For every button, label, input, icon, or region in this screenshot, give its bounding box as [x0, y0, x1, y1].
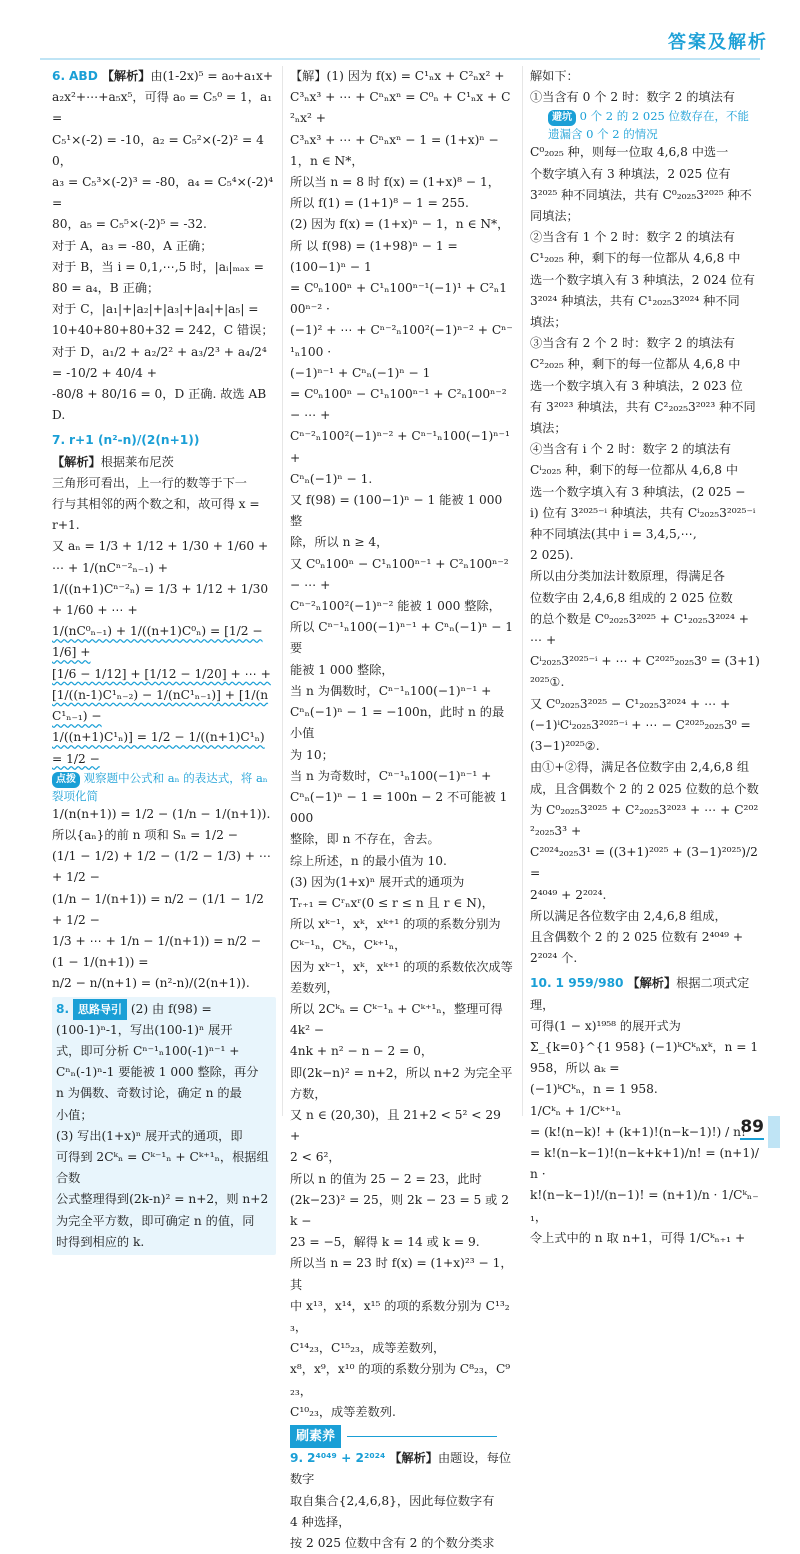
text-line: = C⁰ₙ100ⁿ + C¹ₙ100ⁿ⁻¹(−1)¹ + C²ₙ100ⁿ⁻² · — [290, 281, 507, 317]
question-number: 10. — [530, 976, 552, 991]
text-line: 1/((n+1)C¹ₙ)] = 1/2 − 1/((n+1)C¹ₙ) = 1/2 − — [52, 730, 265, 766]
text-line: 行与其相邻的两个数之和，故可得 x = — [52, 497, 260, 512]
text-line: 80 = a₄，B 正确； — [52, 281, 160, 296]
text-line: 中 x¹³，x¹⁴，x¹⁵ 的项的系数分别为 C¹³₂₃， — [290, 1298, 510, 1334]
text-line: 所以{aₙ}的前 n 项和 Sₙ = 1/2 − — [52, 827, 238, 842]
text-line: 小值； — [56, 1107, 93, 1122]
text-line: 方数， — [290, 1086, 327, 1101]
text-line: Cᵏ⁻¹ₙ，Cᵏₙ，Cᵏ⁺¹ₙ， — [290, 938, 407, 953]
text-line: Cⁿₙ(−1)ⁿ − 1 = −100n，此时 n 的最小值 — [290, 705, 505, 741]
question-number: 7. — [52, 433, 66, 448]
question-7 — [52, 430, 276, 994]
text-line: Cⁿₙ(−1)ⁿ − 1 = 100n − 2 不可能被 1 000 — [290, 789, 508, 826]
text-line: 选一个数字填入有 3 种填法，(2 025 − — [530, 484, 746, 499]
text-line: 位数字由 2,4,6,8 组成的 2 025 位数 — [530, 590, 733, 605]
text-line: 时得到相应的 k. — [56, 1234, 145, 1249]
text-line: C³ₙx³ + ⋯ + Cⁿₙxⁿ − 1 = (1+x)ⁿ − 1，n ∈ N*， — [290, 132, 499, 168]
text-line: 2²⁰²⁴ 个. — [530, 951, 578, 966]
text-line: (2) 因为 f(x) = (1+x)ⁿ − 1，n ∈ N*， — [290, 217, 510, 232]
text-line: 所以 xᵏ⁻¹，xᵏ，xᵏ⁺¹ 的项的系数分别为 — [290, 917, 501, 932]
header-divider — [40, 58, 760, 60]
text-line: ③当含有 2 个 2 时：数字 2 的填法有 — [530, 336, 735, 351]
text-line: C¹⁴₂₃，C¹⁵₂₃，成等差数列， — [290, 1341, 446, 1356]
question-9 — [290, 1448, 514, 1554]
pitfall-badge: 避坑 — [548, 110, 576, 126]
text-line: (1/n − 1/(n+1)) = n/2 − (1/1 − 1/2 + 1/2 − — [52, 891, 264, 927]
question-number: 9. — [290, 1451, 304, 1466]
text-line: (3−1)²⁰²⁵②. — [530, 739, 600, 754]
text-line: 可得(1 − x)¹⁹⁵⁸ 的展开式为 — [530, 1018, 681, 1033]
text-line: 取自集合{2,4,6,8}，因此每位数字有 — [290, 1493, 495, 1508]
text-line: 【解】(1) 因为 f(x) = C¹ₙx + C²ₙx² + — [290, 69, 505, 83]
text-line: 为 10； — [290, 747, 334, 762]
idea-badge: 思路导引 — [73, 999, 127, 1020]
text-line: 由题设，每位数字 — [290, 1451, 512, 1487]
text-line: a₃ = C₅³×(-2)³ = -80，a₄ = C₅⁴×(-2)⁴ = — [52, 175, 274, 211]
pitfall-text: 0 个 2 的 2 025 位数存在，不能遗漏含 0 个 2 的情况 — [548, 109, 749, 142]
text-line: C²₂₀₂₅ 种，剩下的每一位都从 4,6,8 中 — [530, 357, 741, 372]
text-line: k!(n−k−1)!/(n−1)! = (n+1)/n · 1/Cᵏₙ₋₁， — [530, 1188, 759, 1224]
tip-note — [52, 770, 276, 804]
text-line: 所以当 n = 23 时 f(x) = (1+x)²³ − 1，其 — [290, 1256, 513, 1292]
text-line: = (k!(n−k)! + (k+1)!(n−k−1)!) / n! — [530, 1124, 746, 1139]
tip-badge: 点拨 — [52, 772, 80, 788]
text-line: C⁰₂₀₂₅ 种，则每一位取 4,6,8 中选一 — [530, 145, 729, 160]
text-line: C²⁰²⁴₂₀₂₅3¹ = ((3+1)²⁰²⁵ + (3−1)²⁰²⁵)/2 = — [530, 845, 758, 881]
text-line: C¹₂₀₂₅ 种，剩下的每一位都从 4,6,8 中 — [530, 251, 741, 266]
text-line: 1/(nC⁰ₙ₋₁) + 1/((n+1)C⁰ₙ) = [1/2 − 1/6] + — [52, 624, 263, 660]
text-line: (100−1)ⁿ − 1 — [290, 259, 372, 274]
column-left — [52, 66, 276, 1255]
text-line: 对于 B，当 i = 0,1,⋯,5 时，|aᵢ|ₘₐₓ = — [52, 259, 264, 274]
text-line: 4nk + n² − n − 2 = 0， — [290, 1044, 434, 1059]
question-8-guide — [52, 997, 276, 1255]
text-line: 所以 2Cᵏₙ = Cᵏ⁻¹ₙ + Cᵏ⁺¹ₙ，整理可得 4k² − — [290, 1001, 503, 1038]
text-line: (−1)ⁿ⁻¹ + Cⁿₙ(−1)ⁿ − 1 — [290, 365, 431, 380]
text-line: 所 以 f(98) = (1+98)ⁿ − 1 = — [290, 238, 458, 253]
text-line: 可得到 2Cᵏₙ = Cᵏ⁻¹ₙ + Cᵏ⁺¹ₙ，根据组合数 — [56, 1149, 269, 1186]
text-line: 因为 xᵏ⁻¹，xᵏ，xᵏ⁺¹ 的项的系数依次成等 — [290, 959, 513, 974]
text-line: 所以由分类加法计数原理，得满足各 — [530, 569, 725, 584]
column-divider — [522, 66, 523, 1116]
question-6 — [52, 66, 276, 426]
text-line: (3) 写出(1+x)ⁿ 展开式的通项，即 — [56, 1128, 243, 1143]
question-number: 6. — [52, 69, 66, 83]
section-rule — [347, 1436, 497, 1437]
analysis-tag: 【解析】 — [52, 454, 101, 469]
text-line: 为完全平方数，即可确定 n 的值，同 — [56, 1213, 255, 1228]
text-line: 有 3²⁰²³ 种填法，共有 C²₂₀₂₅3²⁰²³ 种不同 — [530, 399, 756, 414]
text-line: 能被 1 000 整除， — [290, 662, 394, 677]
text-line: 令上式中的 n 取 n+1，可得 1/Cᵏₙ₊₁ + — [530, 1230, 746, 1245]
text-line: 由①+②得，满足各位数字由 2,4,6,8 组 — [530, 760, 750, 775]
text-line: 又 n ∈ (20,30)，且 21+2 < 5² < 29 + — [290, 1107, 501, 1144]
answer: 2⁴⁰⁴⁹ + 2²⁰²⁴ — [307, 1451, 386, 1466]
text-line: 除，所以 n ≥ 4， — [290, 535, 389, 550]
text-line: (2k−23)² = 25，则 2k − 23 = 5 或 2k − — [290, 1192, 509, 1228]
text-line: 又 C⁰ₙ100ⁿ − C¹ₙ100ⁿ⁻¹ + C²ₙ100ⁿ⁻² − ⋯ + — [290, 556, 509, 592]
text-line: 填法； — [530, 315, 567, 330]
text-line: x⁸，x⁹，x¹⁰ 的项的系数分别为 C⁸₂₃，C⁹₂₃， — [290, 1362, 511, 1398]
section-badge: 刷素养 — [290, 1425, 341, 1448]
text-line: (100-1)ⁿ-1，写出(100-1)ⁿ 展开 — [56, 1022, 233, 1037]
analysis-tag: 【解析】 — [389, 1451, 438, 1466]
text-line: n 为偶数、奇数讨论，确定 n 的最 — [56, 1086, 242, 1101]
text-line: 对于 A，a₃ = -80，A 正确； — [52, 238, 213, 253]
page-corner-mark — [768, 1116, 780, 1148]
text-line: 2 < 6²， — [290, 1150, 341, 1165]
text-line: a₂x²+⋯+a₅x⁵，可得 a₀ = C₅⁰ = 1，a₁ = — [52, 90, 273, 126]
text-line: 1/((n+1)Cⁿ⁻²ₙ) = 1/3 + 1/12 + 1/30 + 1/60 + ⋯ + — [52, 581, 269, 618]
text-line: 根据莱布尼茨 — [100, 454, 174, 469]
text-line: 2⁴⁰⁴⁹ + 2²⁰²⁴. — [530, 887, 607, 902]
text-line: -80/8 + 80/16 = 0，D 正确. 故选 ABD. — [52, 387, 267, 423]
text-line: Cⁱ₂₀₂₅ 种，剩下的每一位都从 4,6,8 中 — [530, 463, 739, 478]
text-line: 23 = −5，解得 k = 14 或 k = 9. — [290, 1235, 480, 1250]
text-line: Σ_{k=0}^{1 958} (−1)ᵏCᵏₙxᵏ，n = 1 958，所以 aₖ = — [530, 1039, 759, 1076]
text-line: 填法； — [530, 421, 567, 436]
text-line: 又 f(98) = (100−1)ⁿ − 1 能被 1 000 整 — [290, 493, 503, 529]
text-line: Cⁿₙ(−1)ⁿ − 1. — [290, 471, 373, 486]
text-line: 所以满足各位数字由 2,4,6,8 组成， — [530, 908, 727, 923]
text-line: 所以当 n = 8 时 f(x) = (1+x)⁸ − 1， — [290, 175, 500, 190]
text-line: n/2 − n/(n+1) = (n²-n)/(2(n+1)). — [52, 976, 250, 991]
answer: 1 959/980 — [555, 976, 624, 991]
text-line: [1/6 − 1/12] + [1/12 − 1/20] + ⋯ + — [52, 666, 271, 681]
text-line: 又 C⁰₂₀₂₅3²⁰²⁵ − C¹₂₀₂₅3²⁰²⁴ + ⋯ + — [530, 696, 731, 711]
text-line: (2) 由 f(98) = — [130, 1001, 212, 1016]
text-line: ④当含有 i 个 2 时：数字 2 的填法有 — [530, 442, 732, 457]
text-line: 且含偶数个 2 的 2 025 位数有 2⁴⁰⁴⁹ + — [530, 929, 744, 944]
text-line: 同填法； — [530, 209, 579, 224]
text-line: C¹⁰₂₃，成等差数列. — [290, 1404, 396, 1419]
text-line: = k!(n−k−1)!(n−k+k+1)/n! = (n+1)/n · — [530, 1145, 759, 1182]
text-line: 3²⁰²⁴ 种填法，共有 C¹₂₀₂₅3²⁰²⁴ 种不同 — [530, 293, 740, 308]
text-line: 整除，即 n 不存在，舍去。 — [290, 832, 440, 847]
answer: ABD — [69, 69, 98, 83]
text-line: ②当含有 1 个 2 时：数字 2 的填法有 — [530, 230, 735, 245]
text-line: Cⁿₙ(-1)ⁿ-1 要能被 1 000 整除，再分 — [56, 1065, 259, 1080]
text-line: 按 2 025 位数中含有 2 的个数分类求 — [290, 1536, 495, 1551]
section-header — [290, 1425, 514, 1448]
question-number: 8. — [56, 1001, 70, 1016]
question-8-solution — [290, 66, 514, 1423]
text-line: 个数字填入有 3 种填法，2 025 位有 — [530, 166, 731, 181]
text-line: C₅¹×(-2) = -10，a₂ = C₅²×(-2)² = 40， — [52, 132, 264, 168]
text-line: 式，即可分析 Cⁿ⁻¹ₙ100(-1)ⁿ⁻¹ + — [56, 1043, 240, 1058]
header-bar — [0, 0, 800, 62]
column-middle — [290, 66, 514, 1554]
text-line: 即(2k−n)² = n+2，所以 n+2 为完全平 — [290, 1065, 513, 1080]
text-line: = C⁰ₙ100ⁿ − C¹ₙ100ⁿ⁻¹ + C²ₙ100ⁿ⁻² − ⋯ + — [290, 387, 507, 423]
text-line: 三角形可看出，上一行的数等于下一 — [52, 475, 247, 490]
text-line: 的总个数是 C⁰₂₀₂₅3²⁰²⁵ + C¹₂₀₂₅3²⁰²⁴ + ⋯ + — [530, 611, 749, 648]
text-line: C³ₙx³ + ⋯ + Cⁿₙxⁿ = C⁰ₙ + C¹ₙx + C²ₙx² + — [290, 90, 511, 126]
text-line: (3) 因为(1+x)ⁿ 展开式的通项为 — [290, 874, 465, 889]
text-line: (−1)ⁱCⁱ₂₀₂₅3²⁰²⁵⁻ⁱ + ⋯ − C²⁰²⁵₂₀₂₅3⁰ = — [530, 717, 751, 732]
question-10 — [530, 973, 760, 1249]
page-header-title: 答案及解析 — [668, 32, 768, 53]
text-line: 选一个数字填入有 3 种填法，2 023 位 — [530, 378, 743, 393]
text-line: 又 aₙ = 1/3 + 1/12 + 1/30 + 1/60 + ⋯ + 1/(nCⁿ⁻²ₙ₋₁) + — [52, 539, 269, 575]
column-divider — [282, 66, 283, 1116]
text-line: 所以 Cⁿ⁻¹ₙ100(−1)ⁿ⁻¹ + Cⁿₙ(−1)ⁿ − 1 要 — [290, 620, 514, 656]
text-line: Cⁿ⁻²ₙ100²(−1)ⁿ⁻² + Cⁿ⁻¹ₙ100(−1)ⁿ⁻¹ + — [290, 429, 510, 465]
text-line: 根据二项式定理， — [530, 976, 750, 1012]
text-line: 由(1-2x)⁵ = a₀+a₁x+ — [150, 69, 274, 83]
text-line: r+1. — [52, 518, 80, 533]
text-line: 解如下： — [530, 69, 579, 83]
text-line: 种不同填法(其中 i = 3,4,5,⋯, — [530, 527, 697, 542]
answer: r+1 (n²-n)/(2(n+1)) — [69, 433, 200, 448]
text-line: (−1)ᵏCᵏₙ，n = 1 958. — [530, 1082, 658, 1097]
pitfall-note — [530, 108, 760, 142]
page-number: 89 — [740, 1117, 764, 1140]
text-line: 1/3 + ⋯ + 1/n − 1/(n+1)) = n/2 − (1 − 1/(n+1)) = — [52, 933, 262, 970]
text-line: 对于 C，|a₁|+|a₂|+|a₃|+|a₄|+|a₅| = — [52, 302, 259, 317]
text-line: 10+40+80+80+32 = 242，C 错误； — [52, 323, 274, 338]
text-line: 对于 D，a₁/2 + a₂/2² + a₃/2³ + a₄/2⁴ = -10/2 + 40/4 + — [52, 344, 267, 380]
text-line: 所以 f(1) = (1+1)⁸ − 1 = 255. — [290, 196, 469, 211]
text-line: [1/((n-1)C¹ₙ₋₂) − 1/(nC¹ₙ₋₁)] + [1/(nC¹ₙ₋₁) − — [52, 687, 269, 724]
text-line: 选一个数字填入有 3 种填法，2 024 位有 — [530, 272, 755, 287]
text-line: 当 n 为偶数时，Cⁿ⁻¹ₙ100(−1)ⁿ⁻¹ + — [290, 683, 492, 698]
text-line: 为 C⁰₂₀₂₅3²⁰²⁵ + C²₂₀₂₅3²⁰²³ + ⋯ + C²⁰²²₂₀₂₅3³ + — [530, 802, 759, 838]
text-line: 3²⁰²⁵ 种不同填法，共有 C⁰₂₀₂₅3²⁰²⁵ 种不 — [530, 187, 752, 202]
text-line: 2 025). — [530, 548, 574, 563]
text-line: 成，且含偶数个 2 的 2 025 位数的总个数 — [530, 781, 759, 796]
text-line: 80，a₅ = C₅⁵×(-2)⁵ = -32. — [52, 217, 207, 232]
text-line: 1/Cᵏₙ + 1/Cᵏ⁺¹ₙ — [530, 1103, 622, 1118]
text-line: 当 n 为奇数时，Cⁿ⁻¹ₙ100(−1)ⁿ⁻¹ + — [290, 768, 492, 783]
text-line: ①当含有 0 个 2 时：数字 2 的填法有 — [530, 90, 735, 105]
text-line: 综上所述，n 的最小值为 10. — [290, 853, 447, 868]
text-line: 差数列， — [290, 980, 339, 995]
text-line: 4 种选择， — [290, 1514, 351, 1529]
column-right — [530, 66, 760, 1249]
analysis-tag: 【解析】 — [101, 69, 151, 83]
tip-text: 观察题中公式和 aₙ 的表达式，将 aₙ 裂项化简 — [52, 770, 268, 803]
analysis-tag: 【解析】 — [627, 976, 677, 991]
text-line: i) 位有 3²⁰²⁵⁻ⁱ 种填法，共有 Cⁱ₂₀₂₅3²⁰²⁵⁻ⁱ — [530, 505, 756, 520]
text-line: (1/1 − 1/2) + 1/2 − (1/2 − 1/3) + ⋯ + 1/2 − — [52, 849, 272, 885]
text-line: Cⁱ₂₀₂₅3²⁰²⁵⁻ⁱ + ⋯ + C²⁰²⁵₂₀₂₅3⁰ = (3+1)²⁰²⁵①. — [530, 654, 760, 690]
text-line: (−1)² + ⋯ + Cⁿ⁻²ₙ100²(−1)ⁿ⁻² + Cⁿ⁻¹ₙ100 · — [290, 323, 513, 359]
text-line: 公式整理得到(2k-n)² = n+2，则 n+2 — [56, 1192, 269, 1207]
text-line: Tᵣ₊₁ = Cʳₙxʳ(0 ≤ r ≤ n 且 r ∈ N)， — [290, 895, 494, 910]
text-line: 所以 n 的值为 25 − 2 = 23，此时 — [290, 1171, 482, 1186]
text-line: Cⁿ⁻²ₙ100²(−1)ⁿ⁻² 能被 1 000 整除， — [290, 599, 501, 614]
text-line: 1/(n(n+1)) = 1/2 − (1/n − 1/(n+1)). — [52, 806, 271, 821]
